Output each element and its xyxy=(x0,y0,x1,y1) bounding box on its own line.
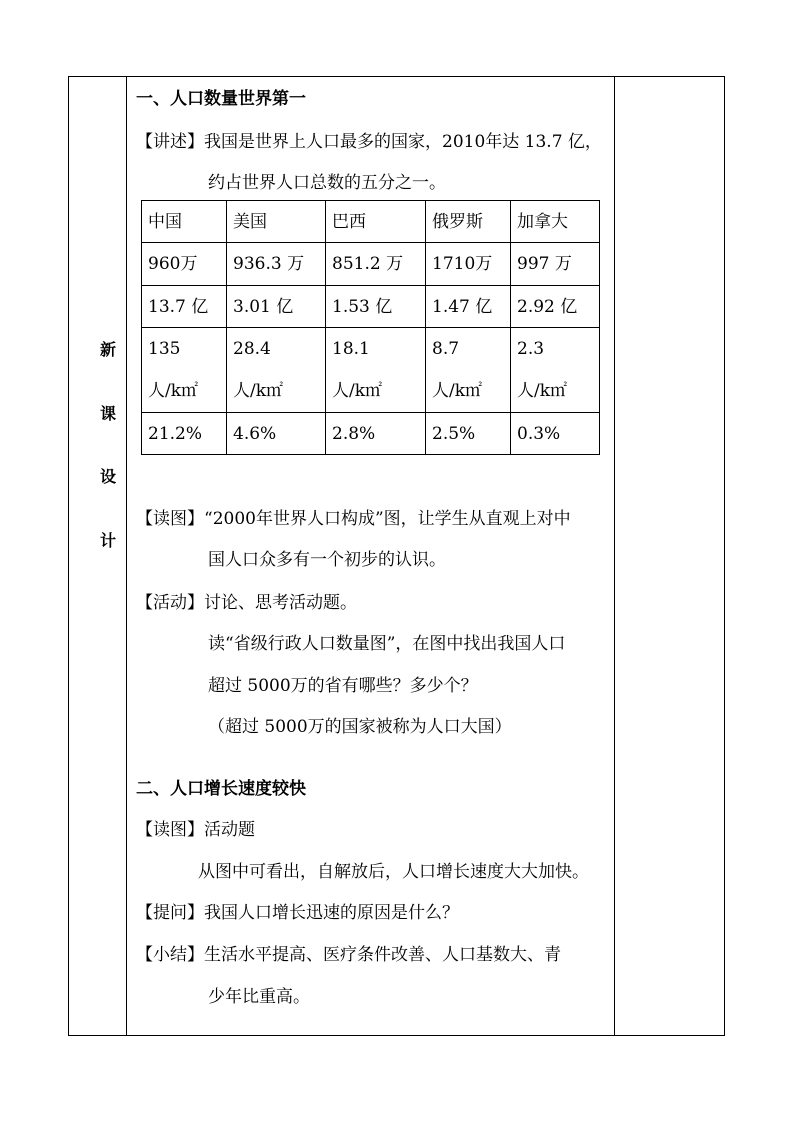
table-cell: 21.2% xyxy=(142,413,227,455)
summary-line2: 少年比重高。 xyxy=(208,987,310,1007)
table-cell: 936.3 万 xyxy=(227,243,326,286)
activity-line2: 读“省级行政人口数量图”，在图中找出我国人口 xyxy=(208,634,566,654)
table-cell: 2.8% xyxy=(326,413,426,455)
table-cell: 997 万 xyxy=(511,243,600,286)
table-cell: 8.7 人/k㎡ xyxy=(426,328,511,413)
table-cell: 851.2 万 xyxy=(326,243,426,286)
question: 【提问】我国人口增长迅速的原因是什么？ xyxy=(136,903,459,923)
table-cell: 中国 xyxy=(142,201,227,243)
table-cell: 2.5% xyxy=(426,413,511,455)
table-row xyxy=(142,201,600,243)
side-label-char: 设 xyxy=(99,467,116,486)
table-cell: 巴西 xyxy=(326,201,426,243)
table-cell: 960万 xyxy=(142,243,227,286)
side-label-char: 课 xyxy=(99,404,116,423)
population-table xyxy=(141,200,600,455)
side-label-char: 新 xyxy=(99,340,116,359)
table-row xyxy=(142,413,600,455)
read-map1-line2: 国人口众多有一个初步的认识。 xyxy=(208,550,446,570)
section1-heading: 一、人口数量世界第一 xyxy=(136,89,306,109)
table-cell: 3.01 亿 xyxy=(227,286,326,328)
table-cell: 加拿大 xyxy=(511,201,600,243)
table-cell: 28.4 人/k㎡ xyxy=(227,328,326,413)
table-cell: 1.53 亿 xyxy=(326,286,426,328)
table-cell: 俄罗斯 xyxy=(426,201,511,243)
table-row xyxy=(142,328,600,413)
read-map2: 【读图】活动题 xyxy=(136,820,255,840)
activity-line3: 超过 5000万的省有哪些？多少个？ xyxy=(208,676,478,696)
table-cell: 1710万 xyxy=(426,243,511,286)
table-cell: 13.7 亿 xyxy=(142,286,227,328)
table-cell: 1.47 亿 xyxy=(426,286,511,328)
section2-heading: 二、人口增长速度较快 xyxy=(136,779,306,799)
activity-line4: （超过 5000万的国家被称为人口大国） xyxy=(208,717,512,737)
observation: 从图中可看出，自解放后，人口增长速度大大加快。 xyxy=(198,862,589,882)
read-map1-line1: 【读图】“2000年世界人口构成”图，让学生从直观上对中 xyxy=(136,509,571,529)
side-label-char: 计 xyxy=(99,531,116,550)
table-cell: 美国 xyxy=(227,201,326,243)
right-column-divider xyxy=(614,76,615,1036)
activity-line1: 【活动】讨论、思考活动题。 xyxy=(136,593,357,613)
table-cell: 2.92 亿 xyxy=(511,286,600,328)
table-row xyxy=(142,286,600,328)
summary-line1: 【小结】生活水平提高、医疗条件改善、人口基数大、青 xyxy=(136,945,561,965)
table-row xyxy=(142,243,600,286)
table-cell: 0.3% xyxy=(511,413,600,455)
lecture-line2: 约占世界人口总数的五分之一。 xyxy=(208,173,446,193)
table-cell: 18.1 人/k㎡ xyxy=(326,328,426,413)
table-cell: 4.6% xyxy=(227,413,326,455)
table-cell: 2.3 人/k㎡ xyxy=(511,328,600,413)
lecture-line1: 【讲述】我国是世界上人口最多的国家，2010年达 13.7 亿， xyxy=(136,132,602,152)
left-column-divider xyxy=(126,76,127,1036)
table-cell: 135 人/k㎡ xyxy=(142,328,227,413)
